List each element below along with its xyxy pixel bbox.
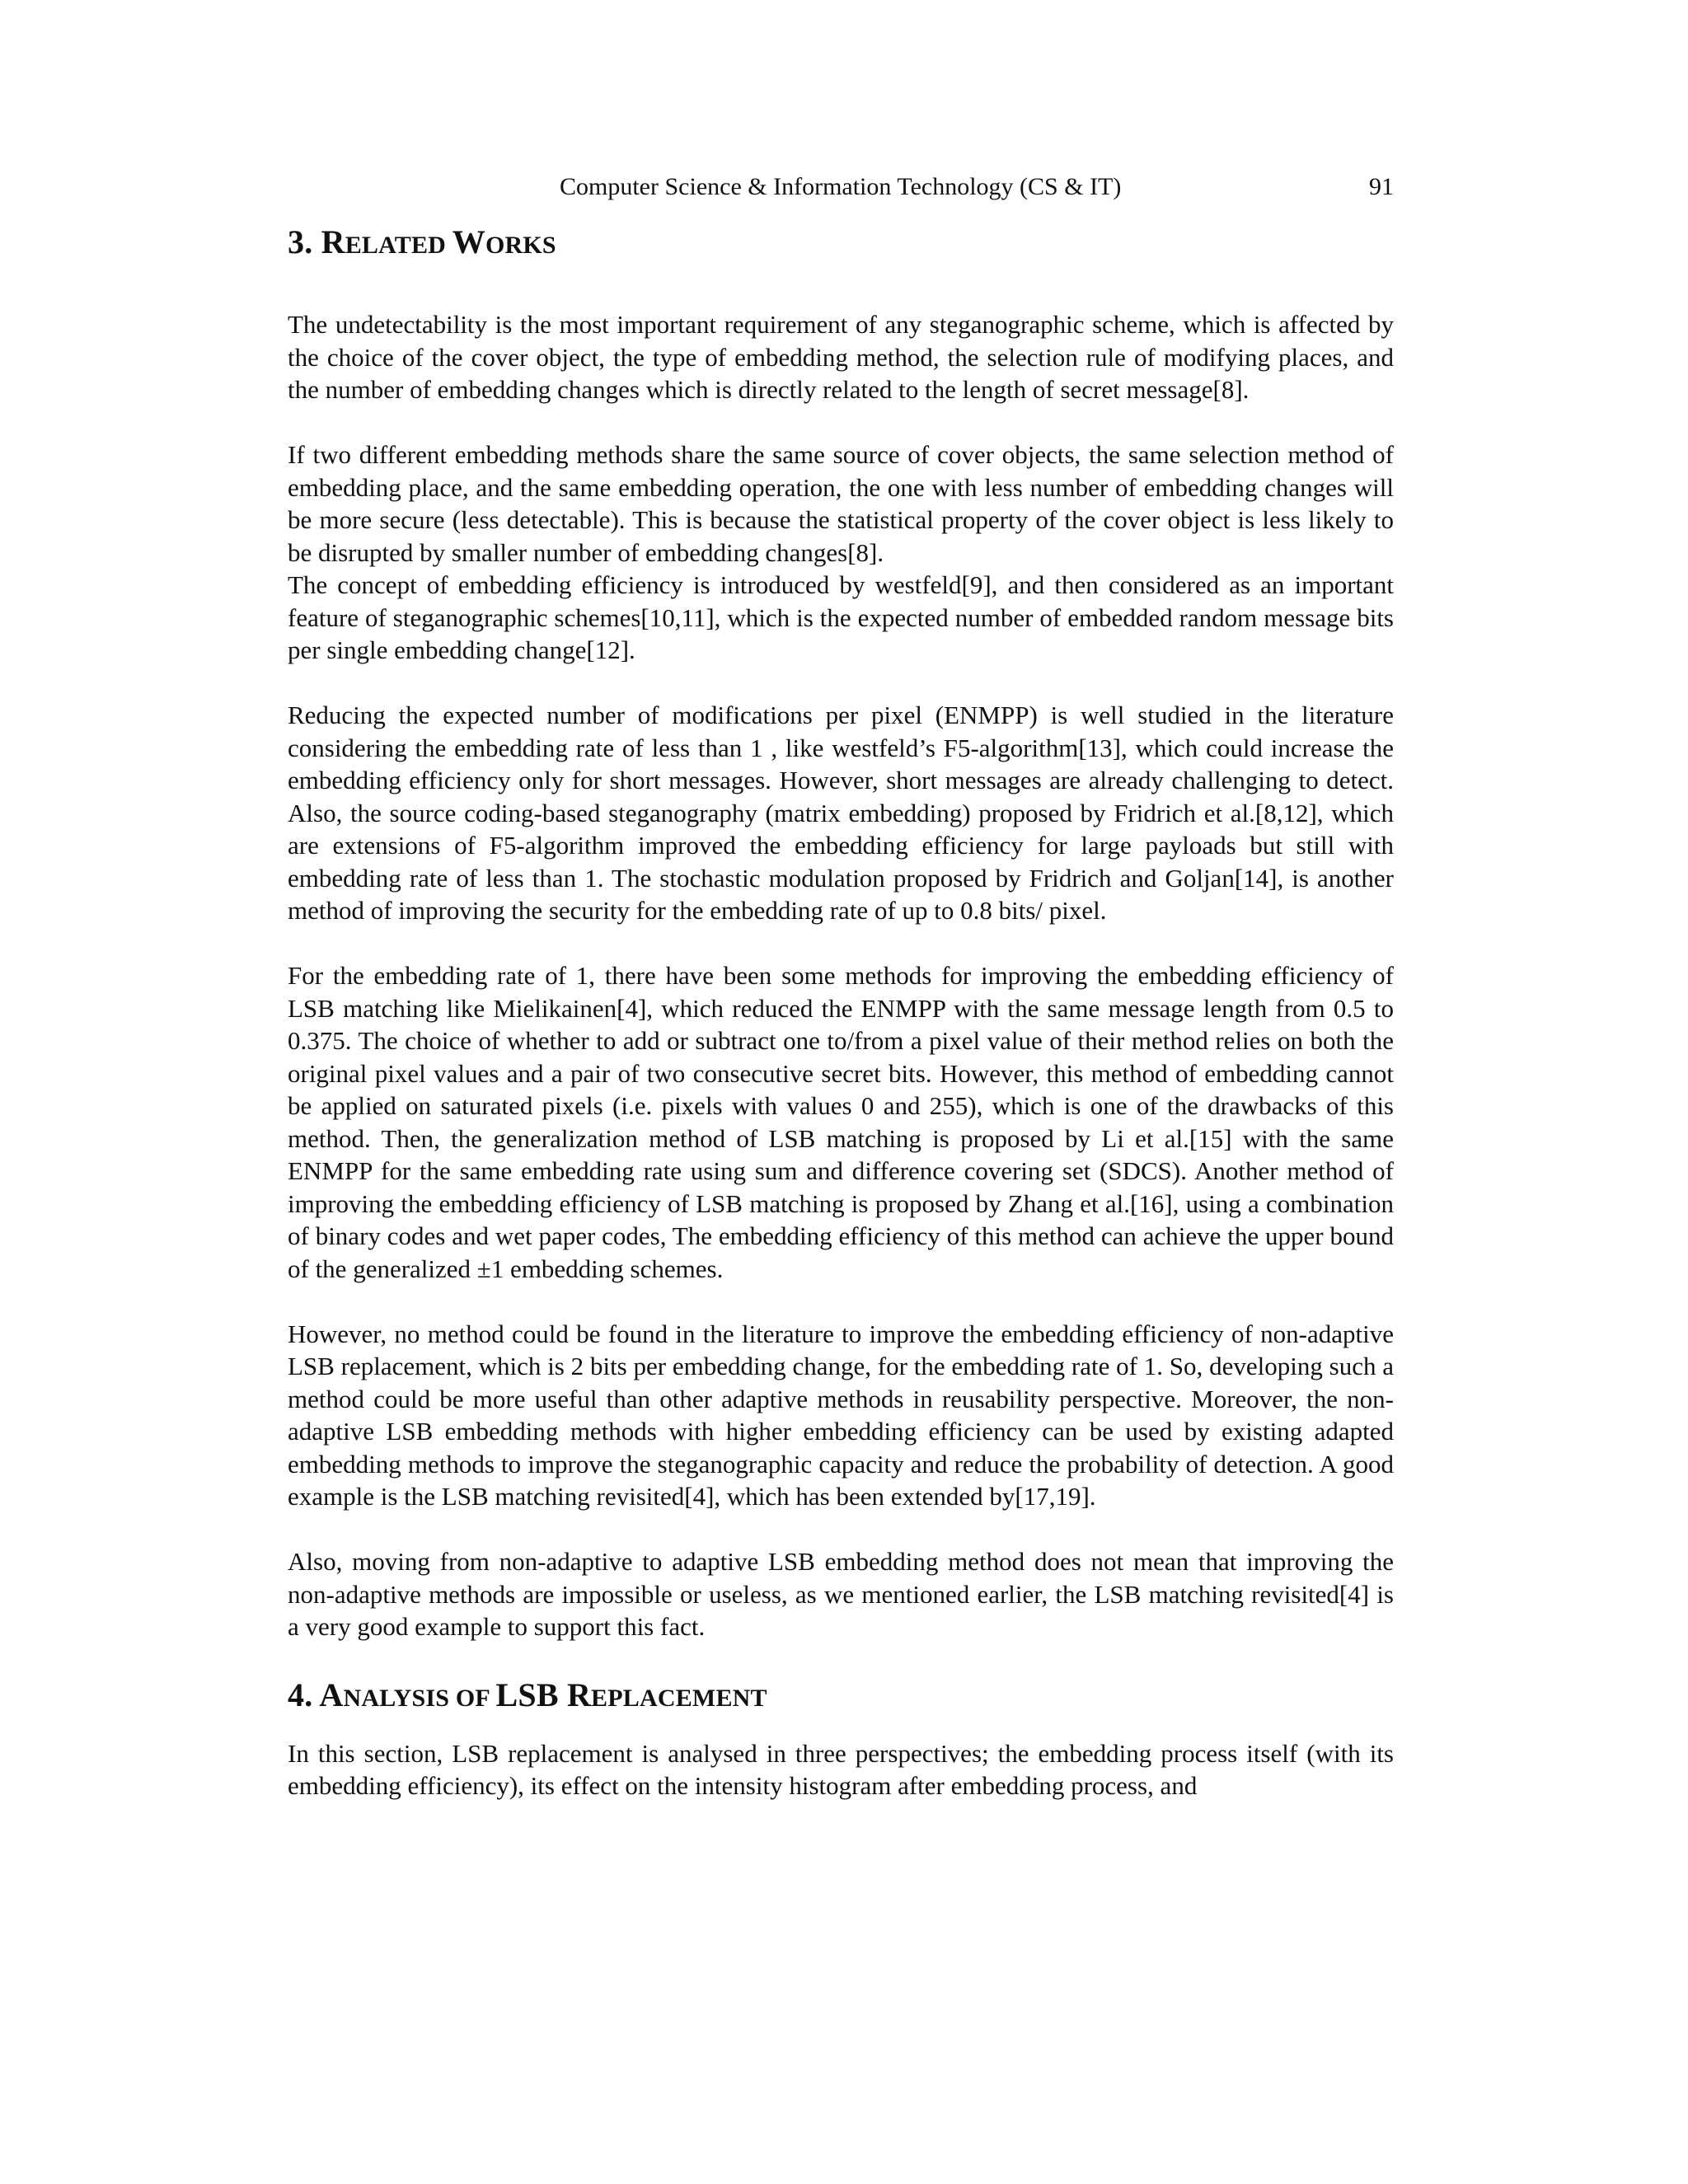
section-3-title-initial-1: R bbox=[321, 223, 345, 260]
running-header bbox=[288, 169, 1394, 205]
paper-page bbox=[288, 169, 1394, 1802]
section-3-paragraph-3: The concept of embedding efficiency is introduced by westfeld[9], and then considered as an important feature of steganographic schemes[10,11], which is the expected number of embedded random message bits per single embedding change[12]. bbox=[288, 570, 1394, 664]
section-3-paragraph-1: The undetectability is the most important requirement of any steganographic scheme, which is affected by the choice of the cover object, the type of embedding method, the selection rule of modifying places, and the number of embedding changes which is directly related to the length of secret message[8]. bbox=[288, 310, 1394, 404]
running-title: Computer Science & Information Technology (CS & IT) bbox=[560, 173, 1122, 200]
section-3-heading bbox=[288, 222, 1394, 266]
section-3-title-smallcaps-1: ELATED bbox=[345, 232, 452, 259]
section-3-paragraph-6: However, no method could be found in the literature to improve the embedding efficiency of non-adaptive LSB replacement, which is 2 bits per embedding change, for the embedding rate of 1. So, developing such a method could be more useful than other adaptive methods in reusability perspective. Moreover, the non-adaptive LSB embedding methods with higher embedding efficiency can be used by existing adapted embedding methods to improve the steganographic capacity and reduce the probability of detection. A good example is the LSB matching revisited[4], which has been extended by[17,19]. bbox=[288, 1319, 1394, 1511]
section-3-paragraph-2: If two different embedding methods share the same source of cover objects, the same selection method of embedding place, and the same embedding operation, the one with less number of embedding changes will be more secure (less detectable). This is because the statistical property of the cover object is less likely to be disrupted by smaller number of embedding changes[8]. bbox=[288, 440, 1394, 567]
section-3-paragraph-4: Reducing the expected number of modifications per pixel (ENMPP) is well studied in the literature considering the embedding rate of less than 1 , like westfeld’s F5-algorithm[13], which could increase the embedding efficiency only for short messages. However, short messages are already challenging to detect. Also, the source coding-based steganography (matrix embedding) proposed by Fridrich et al.[8,12], which are extensions of F5-algorithm improved the embedding efficiency for large payloads but still with embedding rate of less than 1. The stochastic modulation proposed by Fridrich and Goljan[14], is another method of improving the security for the embedding rate of up to 0.8 bits/ pixel. bbox=[288, 701, 1394, 925]
section-3-paragraph-5: For the embedding rate of 1, there have been some methods for improving the embedding efficiency of LSB matching like Mielikainen[4], which reduced the ENMPP with the same message length from 0.5 to 0.375. The choice of whether to add or subtract one to/from a pixel value of their method relies on both the original pixel values and a pair of two consecutive secret bits. However, this method of embedding cannot be applied on saturated pixels (i.e. pixels with values 0 and 255), which is one of the drawbacks of this method. Then, the generalization method of LSB matching is proposed by Li et al.[15] with the same ENMPP for the same embedding rate using sum and difference covering set (SDCS). Another method of improving the embedding efficiency of LSB matching is proposed by Zhang et al.[16], using a combination of binary codes and wet paper codes, The embedding efficiency of this method can achieve the upper bound of the generalized ±1 embedding schemes. bbox=[288, 961, 1394, 1283]
section-3-title-initial-2: W bbox=[452, 223, 485, 260]
section-3-paragraph-7: Also, moving from non-adaptive to adaptive LSB embedding method does not mean that improving the non-adaptive methods are impossible or useless, as we mentioned earlier, the LSB matching revisited[4] is a very good example to support this fact. bbox=[288, 1547, 1394, 1641]
section-3-title-smallcaps-2: ORKS bbox=[485, 232, 556, 259]
section-4-title-smallcaps-2: EPLACEMENT bbox=[591, 1684, 767, 1712]
section-4-heading bbox=[288, 1675, 1394, 1719]
section-4-title-initial-1: A bbox=[319, 1675, 344, 1713]
section-3-number: 3. bbox=[288, 223, 321, 260]
section-4-title-smallcaps-1: NALYSIS OF bbox=[343, 1684, 496, 1712]
section-4-number: 4. bbox=[288, 1675, 320, 1713]
page-number: 91 bbox=[1369, 173, 1394, 200]
section-4-paragraph-1: In this section, LSB replacement is analysed in three perspectives; the embedding process itself (with its embedding efficiency), its effect on the intensity histogram after embedding process, and bbox=[288, 1738, 1394, 1800]
section-4-title-initial-2: LSB R bbox=[495, 1675, 592, 1713]
